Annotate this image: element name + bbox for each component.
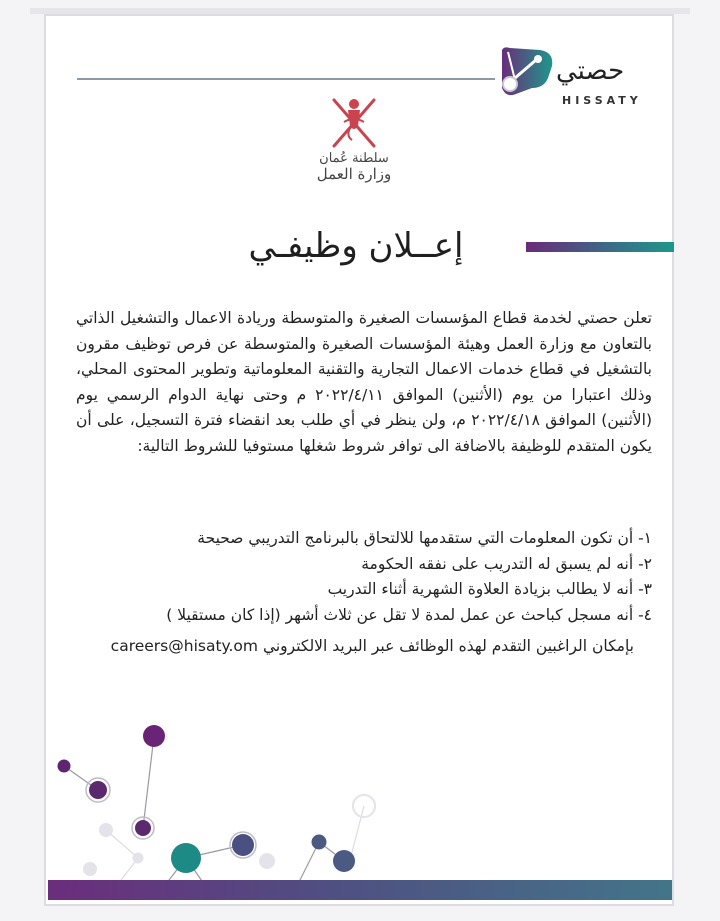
logo-english-name: HISSATY	[562, 94, 642, 107]
ministry-of-labour-text: وزارة العمل	[316, 165, 392, 184]
condition-item: ٣- أنه لا يطالب بزيادة العلاوة الشهرية أثناء التدريب	[327, 580, 652, 598]
logo-arabic-name: حصتي	[556, 56, 625, 86]
page-title: إعــلان وظيفـي	[248, 226, 464, 266]
apply-text: بإمكان الراغبين التقدم لهذه الوظائف عبر البريد الالكتروني	[262, 637, 634, 655]
careers-email-link[interactable]: careers@hisaty.om	[110, 637, 258, 655]
condition-item: ١- أن تكون المعلومات التي ستقدمها للالتحاق بالبرنامج التدريبي صحيحة	[197, 529, 652, 547]
oman-khanjar-emblem-icon	[328, 92, 380, 152]
apply-instructions	[106, 634, 652, 660]
sultanate-of-oman-text: سلطنة عُمان	[319, 151, 389, 166]
conditions-list	[106, 526, 652, 628]
molecule-network-decoration-icon	[46, 706, 376, 886]
ministry-of-labour-logo	[316, 92, 392, 202]
title-accent-bar	[526, 242, 674, 252]
job-announcement-document	[44, 14, 674, 906]
announcement-paragraph: تعلن حصتي لخدمة قطاع المؤسسات الصغيرة والمتوسطة وريادة الاعمال والتشغيل الذاتي بالتعاون مع وزارة العمل وهيئة المؤسسات الصغيرة والمتوسطة عن فرص توظيف مقرون بالتشغيل في قطاع خدمات الاعمال التجارية والتقنية المعلوماتية وتطوير المحتوى المحلي، وذلك اعتبارا من يوم (الأثنين) الموافق ٢٠٢٢/٤/١١ م وحتى نهاية الدوام الرسمي يوم (الأثنين) الموافق ٢٠٢٢/٤/١٨ م، ولن ينظر في أي طلب بعد انقضاء فترة التسجيل، على أن يكون المتقدم للوظيفة بالاضافة الى توافر شروط شغلها مستوفيا للشروط التالية:	[76, 309, 653, 455]
condition-item: ٤- أنه مسجل كباحث عن عمل لمدة لا تقل عن ثلاث أشهر (إذا كان مستقيلا )	[166, 605, 652, 624]
header-divider	[77, 78, 495, 80]
hissaty-logo	[496, 44, 656, 114]
footer-gradient-bar	[48, 880, 672, 900]
condition-item: ٢- أنه لم يسبق له التدريب على نفقه الحكومة	[361, 554, 652, 573]
hissaty-logo-mark-icon	[496, 44, 556, 100]
